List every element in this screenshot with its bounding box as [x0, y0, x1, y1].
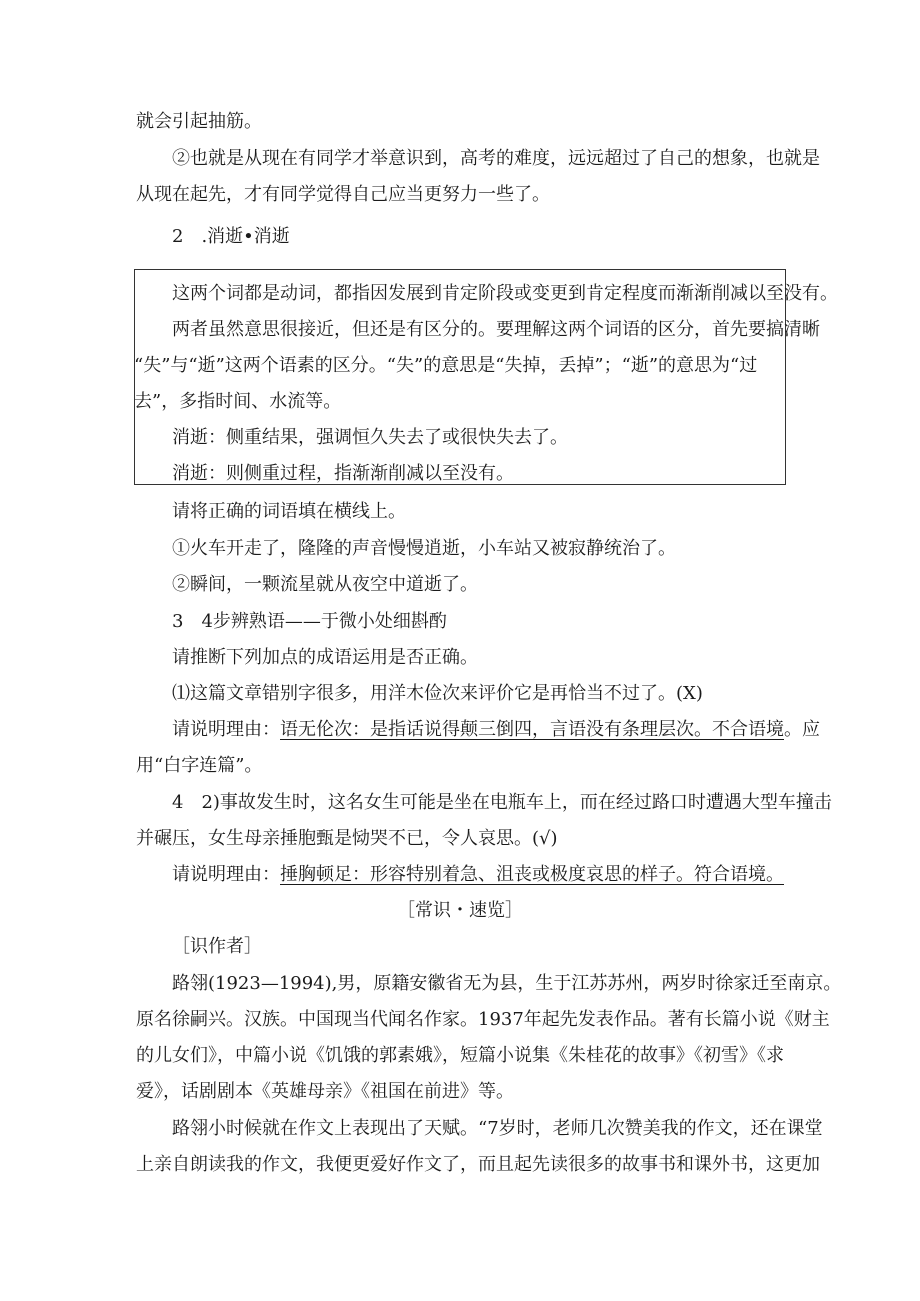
text-line: 爱》，话剧剧本《英雄母亲》《祖国在前进》等。: [136, 1081, 514, 1102]
reason-tail: 。应: [784, 719, 820, 740]
question: ①火车开走了，隆隆的声音慢慢逍逝，小车站又被寂静统治了。: [172, 538, 676, 559]
box-line: 消逝：则侧重过程，指渐渐削减以至没有。: [172, 463, 514, 484]
question: 4 2)事故发生时，这名女生可能是坐在电瓶车上，而在经过路口时遭遇大型车撞击: [172, 792, 832, 813]
instruction: 请推断下列加点的成语运用是否正确。: [172, 647, 478, 668]
reason-answer: 捶胸顿足：形容特别着急、沮丧或极度哀思的样子。符合语境。: [280, 864, 784, 885]
section-subtitle: ［识作者］: [172, 936, 262, 957]
box-line: 去”，多指时间、水流等。: [134, 391, 342, 412]
question: ②瞬间，一颗流星就从夜空中道逝了。: [172, 574, 478, 595]
text-line: 就会引起抽筋。: [136, 111, 262, 132]
text-line: 用“白字连篇”。: [136, 755, 263, 776]
section-title: ［常识・速览］: [397, 900, 523, 921]
question: 并碾压，女生母亲捶胞甄是恸哭不已，令人哀思。(√): [136, 828, 558, 849]
box-line: “失”与“逝”这两个语素的区分。“失”的意思是“失掉，丢掉”；“逝”的意思为“过: [134, 355, 758, 376]
box-line: 消逝：侧重结果，强调恒久失去了或很快失去了。: [172, 427, 568, 448]
box-line: 这两个词都是动词，都指因发展到肯定阶段或变更到肯定程度而渐渐削减以至没有。: [172, 283, 838, 304]
reason-line: [172, 863, 784, 887]
reason-answer: 语无伦次：是指话说得颠三倒四，言语没有条理层次。不合语境: [280, 719, 784, 740]
reason-label: 请说明理由：: [172, 864, 280, 885]
section-heading: 2 .消逝•消逝: [172, 226, 290, 247]
question: ⑴这篇文章错别字很多，用洋木俭次来评价它是再恰当不过了。(X): [172, 683, 703, 704]
box-line: 两者虽然意思很接近，但还是有区分的。要理解这两个词语的区分，首先要搞清晰: [172, 319, 820, 340]
text-line: 从现在起先，才有同学觉得自己应当更努力一些了。: [136, 184, 550, 205]
text-line: 上亲自朗读我的作文，我便更爱好作文了，而且起先读很多的故事书和课外书，这更加: [136, 1154, 820, 1175]
text-line: 原名徐嗣兴。汉族。中国现当代闻名作家。1937年起先发表作品。著有长篇小说《财主: [136, 1009, 830, 1030]
text-line: 路翎小时候就在作文上表现出了天赋。“7岁时，老师几次赞美我的作文，还在课堂: [172, 1118, 823, 1139]
text-line: ②也就是从现在有同学才举意识到，高考的难度，远远超过了自己的想象，也就是: [172, 148, 820, 169]
text-line: 的儿女们》，中篇小说《饥饿的郭素娥》，短篇小说集《朱桂花的故事》《初雪》《求: [136, 1045, 784, 1066]
reason-label: 请说明理由：: [172, 719, 280, 740]
text-line: 路翎(1923—1994),男，原籍安徽省无为县，生于江苏苏州，两岁时徐家迁至南京。: [172, 973, 842, 994]
instruction: 请将正确的词语填在横线上。: [172, 501, 406, 522]
reason-line: [172, 718, 820, 742]
section-heading: 3 4步辨熟语——于微小处细斟酌: [172, 611, 447, 632]
